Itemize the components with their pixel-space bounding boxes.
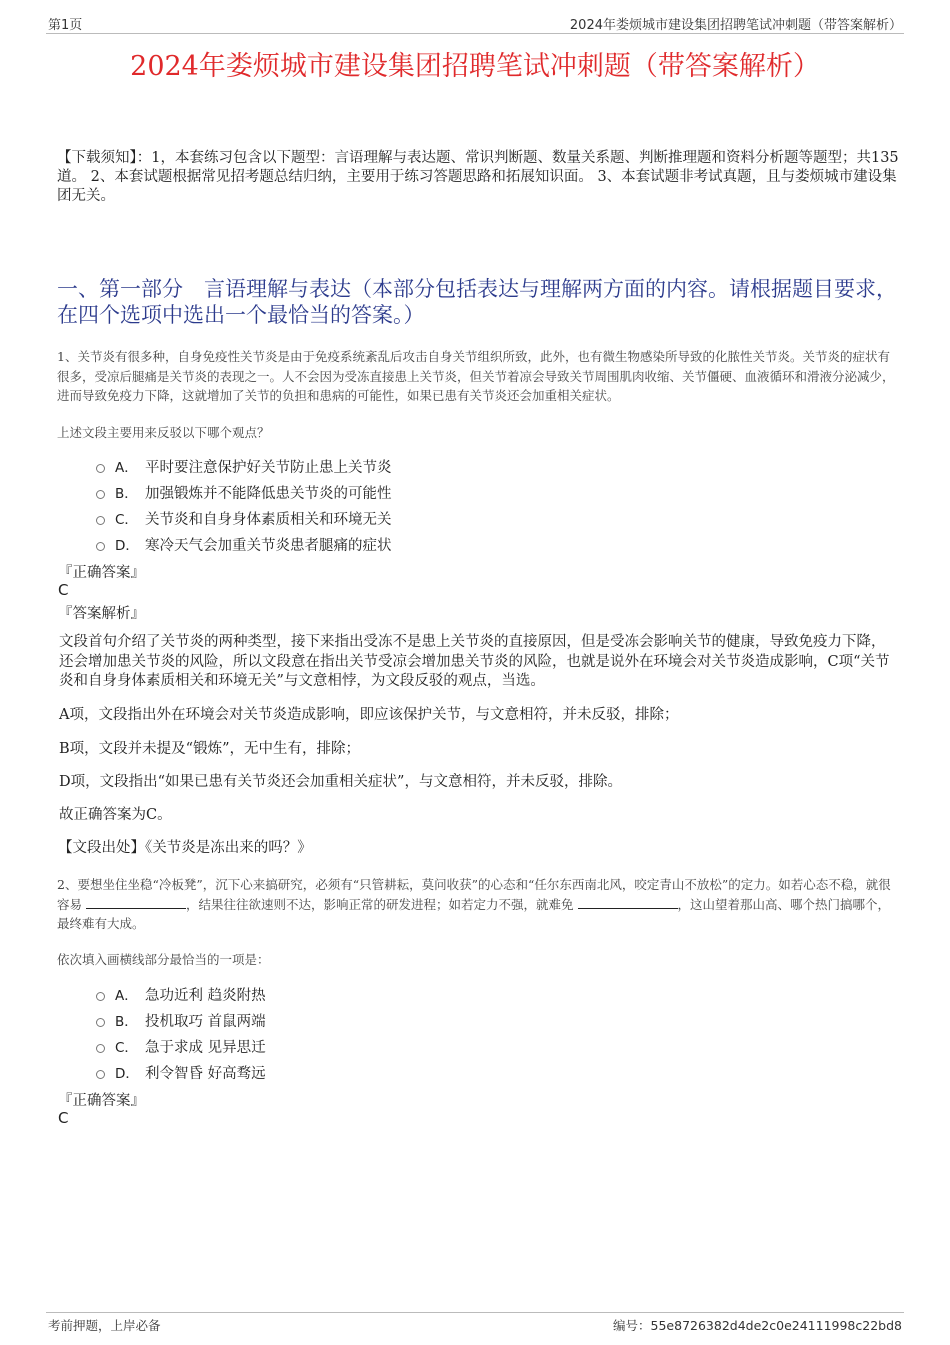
download-notice: 【下载须知】：1，本套练习包含以下题型：言语理解与表达题、常识判断题、数量关系题、判断推理题和资料分析题等题型；共135道。 2、本套试题根据常见招考题总结归纳，主要用于练习答题思路和拓展知识面。 3、本套试题非考试真题，且与娄烦城市建设集团无关。 [57,150,899,204]
option-letter: A． [115,460,138,476]
fill-blank-2[interactable] [578,896,678,909]
footer-divider [46,1312,904,1313]
q1-analysis-paragraph: 文段首句介绍了关节炎的两种类型，接下来指出受冻不是患上关节炎的直接原因，但是受冻会影响关节的健康，导致免疫力下降，还会增加患关节炎的风险，所以文段意在指出关节受凉会增加患关节炎的风险，也就是说外在环境会对关节炎造成影响，C项“关节炎和自身身体素质相关和环境无关”与文意相悖，为文段反驳的观点，当选。 [59,634,890,689]
q1-option-d[interactable] [96,534,392,554]
radio-icon[interactable] [96,464,105,473]
option-letter: D． [115,1066,139,1082]
page-number: 第1页 [48,18,83,33]
q1-analysis-option-d: D项，文段指出“如果已患有关节炎还会加重相关症状”，与文意相符，并未反驳，排除。 [59,774,622,790]
q2-option-a[interactable] [96,984,266,1004]
question-2-prompt: 依次填入画横线部分最恰当的一项是： [57,952,270,967]
question-2-text [57,875,899,934]
document-title: 2024年娄烦城市建设集团招聘笔试冲刺题（带答案解析） [130,51,820,82]
question-1-text: 1、关节炎有很多种，自身免疫性关节炎是由于免疫系统紊乱后攻击自身关节组织所致，此外，也有微生物感染所导致的化脓性关节炎。关节炎的症状有很多，受凉后腿痛是关节炎的表现之一。人不会因为受冻直接患上关节炎，但关节着凉会导致关节周围肌肉收缩、关节僵硬、血液循环和滑液分泌减少，进而导致免疫力下降，这就增加了关节的负担和患病的可能性，如果已患有关节炎还会加重相关症状。 [57,349,895,403]
q1-analysis-option-a: A项，文段指出外在环境会对关节炎造成影响，即应该保护关节，与文意相符，并未反驳，排除； [59,707,679,723]
option-text: 急于求成 见异思迁 [145,1039,266,1056]
option-letter: C． [115,512,138,528]
option-text: 寒冷天气会加重关节炎患者腿痛的症状 [145,537,392,554]
option-letter: A． [115,988,138,1004]
q2-option-b[interactable] [96,1010,266,1030]
question-1-prompt: 上述文段主要用来反驳以下哪个观点？ [57,425,270,440]
header-doc-title: 2024年娄烦城市建设集团招聘笔试冲刺题（带答案解析） [569,18,902,33]
radio-icon[interactable] [96,1018,105,1027]
q2-text-part-c: ，这山望着那山高、哪个热门搞哪个，最终难有大成。 [57,896,891,931]
q1-source: 【文段出处】《关节炎是冻出来的吗？》 [58,840,312,856]
option-text: 利令智昏 好高骛远 [145,1065,266,1082]
q1-answer: C [58,581,69,599]
q1-option-a[interactable] [96,456,392,476]
q1-option-b[interactable] [96,482,392,502]
section-heading: 一、第一部分 言语理解与表达（本部分包括表达与理解两方面的内容。请根据题目要求，在四个选项中选出一个最恰当的答案。） [57,277,897,327]
option-text: 加强锻炼并不能降低患关节炎的可能性 [145,485,392,502]
q1-conclusion: 故正确答案为C。 [59,807,172,823]
header-divider [46,33,904,34]
option-text: 急功近利 趋炎附热 [145,987,266,1004]
option-letter: B． [115,1014,138,1030]
q1-answer-label: 『正确答案』 [58,565,145,581]
q2-answer: C [58,1109,69,1127]
option-letter: B． [115,486,138,502]
option-text: 关节炎和自身身体素质相关和环境无关 [145,511,392,528]
radio-icon[interactable] [96,992,105,1001]
q2-option-d[interactable] [96,1062,266,1082]
fill-blank-1[interactable] [86,896,186,909]
q2-text-part-b: ，结果往往欲速则不达，影响正常的研发进程；如若定力不强，就难免 [186,896,574,912]
option-letter: C． [115,1040,138,1056]
option-text: 平时要注意保护好关节防止患上关节炎 [145,459,392,476]
q2-answer-label: 『正确答案』 [58,1093,145,1109]
q2-option-c[interactable] [96,1036,266,1056]
q2-text-part-a: 2、要想坐住坐稳“冷板凳”，沉下心来搞研究，必须有“只管耕耘，莫问收获”的心态和“任尔东西南北风，咬定青山不放松”的定力。如若心态不稳，就很容易 [57,877,891,912]
q1-analysis-option-b: B项，文段并未提及“锻炼”，无中生有，排除； [59,741,360,757]
footer-slogan: 考前押题，上岸必备 [48,1318,161,1333]
radio-icon[interactable] [96,490,105,499]
q1-option-c[interactable] [96,508,392,528]
option-text: 投机取巧 首鼠两端 [145,1013,266,1030]
radio-icon[interactable] [96,1070,105,1079]
radio-icon[interactable] [96,542,105,551]
footer-doc-id: 编号：55e8726382d4de2c0e24111998c22bd8 [613,1318,902,1333]
radio-icon[interactable] [96,516,105,525]
q1-analysis-label: 『答案解析』 [58,606,145,622]
option-letter: D． [115,538,139,554]
radio-icon[interactable] [96,1044,105,1053]
